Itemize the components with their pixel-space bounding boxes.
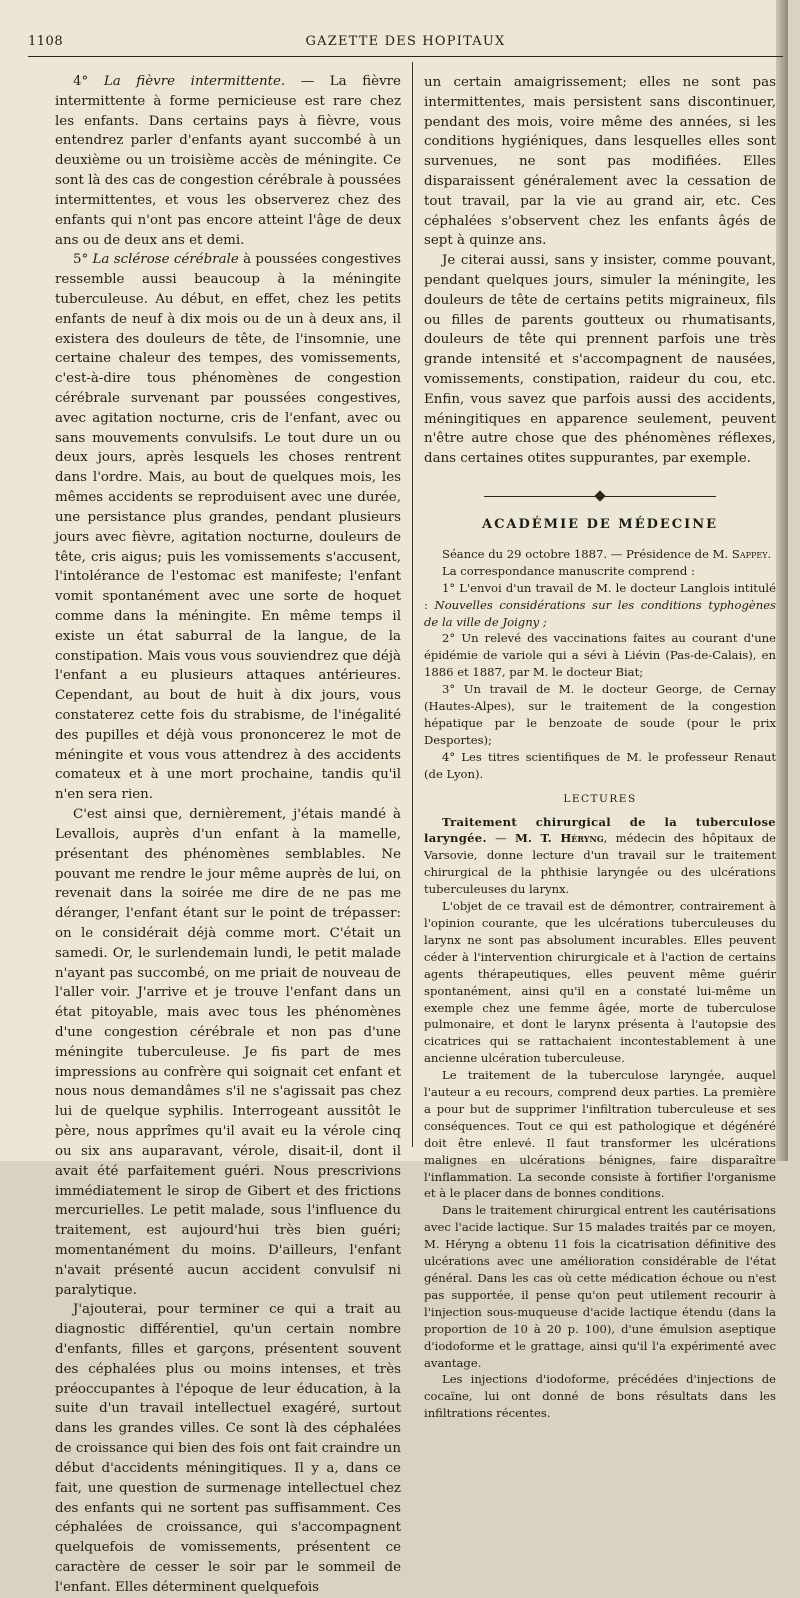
- page-number: 1108: [28, 34, 64, 49]
- item-heading: La fièvre intermittente.: [103, 74, 286, 89]
- session-line: [424, 546, 776, 563]
- paragraph-levallois: C'est ainsi que, dernièrement, j'étais mandé à Levallois, auprès d'un enfant à la mamelle, présentant des phénomènes semblables. Ne pouvant me rendre le jour même auprès de lui, on revenait dans la soirée me dire de ne pas me déranger, l'enfant étant sur le point de trépasser: on le considérait déjà comme mort. C'était un samedi. Or, le surlendemain lundi, le petit malade n'ayant pas succombé, on me priait de nouveau de l'aller voir. J'arrive et je trouve l'enfant dans un état pitoyable, mais avec tous les phénomènes d'une congestion cérébrale et non pas d'une méningite tuberculeuse. Je fis part de mes impressions au confrère qui soignait cet enfant et nous nous demandâmes s'il ne s'agissait pas chez lui de quelque syphilis. Interrogeant aussitôt le père, nous apprîmes qu'il avait eu la vérole cinq ou six ans auparavant, vérole, disait-il, dont il avait été parfaitement guéri. Nous prescrivions immédiatement le sirop de Gibert et des frictions mercurielles. Le petit malade, sous l'influence du traitement, est aujourd'hui très bien guéri; momentanément du moins. D'ailleurs, l'enfant n'avait présenté aucun accident convulsif ni paralytique.: [55, 807, 401, 1298]
- right-column: [424, 73, 776, 1422]
- correspondence-item: [424, 681, 776, 749]
- journal-title: GAZETTE DES HOPITAUX: [305, 34, 506, 49]
- article-paragraph: Le traitement de la tuberculose laryngée, auquel l'auteur a eu recours, comprend deux parties. La première a pour but de supprimer l'infiltration tuberculeuse et ses conséquences. Tout ce qui est pathologique et dégénéré doit être enlevé. Il faut transformer les ulcérations malignes en ulcérations bénignes, faire disparaître l'inflammation. La seconde consiste à fortifier l'organisme et à le placer dans de bonnes conditions.: [424, 1068, 776, 1201]
- lectures-heading: LECTURES: [563, 792, 637, 805]
- page-header: [28, 32, 783, 54]
- item-text: Les titres scientifiques de M. le professeur Renaut (de Lyon).: [424, 749, 777, 781]
- item-text: Un travail de M. le docteur George, de Cernay (Hautes-Alpes), sur le traitement de la congestion hépatique par le benzoate de soude (pour le prix Desportes);: [424, 682, 776, 747]
- article-lead: [424, 814, 776, 899]
- left-column: [55, 72, 401, 1598]
- session-end: .: [767, 546, 772, 561]
- item-heading: La sclérose cérébrale: [92, 252, 239, 268]
- academy-heading: ACADÉMIE DE MÉDECINE: [481, 516, 718, 532]
- item-number: 1°: [442, 580, 456, 595]
- section-separator: [424, 485, 776, 509]
- item-text: L'envoi d'un travail de M. le docteur Langlois intitulé :: [424, 580, 776, 612]
- paragraph-cephalees: J'ajouterai, pour terminer ce qui a trait au diagnostic différentiel, qu'un certain nombre d'enfants, filles et garçons, présentent souvent des céphalées plus ou moins intenses, et très préoccupantes à l'époque de leur éducation, à la suite d'un travail intellectuel exagéré, surtout dans les grandes villes. Ce sont là des céphalées de croissance qui bien des fois ont fait craindre un début d'accidents méningitiques. Il y a, dans ce fait, une question de surmenage intellectuel chez des enfants qui ne sortent pas suffisamment. Ces céphalées de croissance, qui s'accompagnent quelquefois de vomissements, présentent ce caractère de cesser le soir par le sommeil de l'enfant. Elles déterminent quelquefois: [55, 1302, 401, 1595]
- session-text: Séance du 29 octobre 1887. — Présidence de M.: [442, 546, 732, 561]
- separator-ornament: [594, 490, 605, 501]
- paragraph-continuation: un certain amaigrissement; elles ne sont pas intermittentes, mais persistent sans discontinuer, pendant des mois, voire même des années, si les conditions hygiéniques, dans lesquelles elles sont survenues, ne sont pas modifiées. Elles disparaissent généralement avec la cessation de tout travail, par la vie au grand air, etc. Ces céphalées s'observent chez les enfants âgés de sept à quinze ans.: [424, 75, 776, 249]
- item-number: 4°: [442, 749, 456, 764]
- paragraph-sclerose: [55, 250, 401, 805]
- correspondence-intro: La correspondance manuscrite comprend :: [442, 563, 695, 578]
- paragraph-fievre: [55, 72, 401, 250]
- header-rule: [28, 56, 783, 57]
- item-number: 2°: [442, 631, 456, 646]
- article-paragraph: L'objet de ce travail est de démontrer, contrairement à l'opinion courante, que les ulcérations tuberculeuses du larynx ne sont pas absolument incurables. Elles peuvent céder à l'intervention chirurgicale et à l'action de certains agents thérapeutiques, elles peuvent même guérir spontanément, ainsi qu'il en a constaté lui-même un exemple chez une femme âgée, morte de tuberculose pulmonaire, et dont le larynx présenta à l'autopsie des cicatrices qui se rattachaient incontestablement à une ancienne ulcération tuberculeuse.: [424, 899, 776, 1066]
- item-text: Un relevé des vaccinations faites au courant d'une épidémie de variole qui a sévi à Liévin (Pas-de-Calais), en 1886 et 1887, par M. le docteur Biat;: [424, 631, 776, 680]
- article-lead-text: , médecin des hôpitaux de Varsovie, donne lecture d'un travail sur le traitement chirurgical de la phthisie laryngée ou des ulcérations tuberculeuses du larynx.: [424, 831, 777, 897]
- correspondence-item: [424, 749, 776, 783]
- president-name: Sappey: [731, 546, 768, 561]
- paragraph-text: à poussées congestives ressemble aussi beaucoup à la méningite tuberculeuse. Au début, en effet, chez les petits enfants de neuf à dix mois ou de un à deux ans, il existera des douleurs de tête, de l'insomnie, une certaine chaleur des tempes, des vomissements, c'est-à-dire tous phénomènes de congestion cérébrale survenant par poussées congestives, avec agitation nocturne, cris de l'enfant, avec ou sans mouvements convulsifs. Le tout dure un ou deux jours, après lesquels les choses rentrent dans l'ordre. Mais, au bout de quelques mois, les mêmes accidents se reproduisent avec une durée, une persistance plus grandes, pendant plusieurs jours avec fièvre, agitation nocturne, douleurs de tête, cris aigus; puis les vomissements s'accusent, l'intolérance de l'estomac est manifeste; l'enfant vomit spontanément avec une sorte de hoquet comme dans la méningite. En même temps il existe un état saburral de la langue, de la constipation. Mais vous vous souviendrez que déjà l'enfant a eu plusieurs attaques antérieures. Cependant, au bout de huit à dix jours, vous constaterez cette fois du strabisme, de l'inégalité des pupilles et déjà vous prononcerez le mot de méningite et vous vous attendrez à des accidents comateux et à une mort prochaine, tandis qu'il n'en sera rien.: [55, 252, 401, 803]
- paragraph-text: — La fièvre intermittente à forme pernicieuse est rare chez les enfants. Dans certains pays à fièvre, vous entendrez parler d'enfants ayant succombé à un deuxième ou un troisième accès de méningite. Ce sont là des cas de congestion cérébrale à poussées intermittentes, et vous les observerez chez des enfants qui n'ont pas encore atteint l'âge de deux ans ou de deux ans et demi.: [55, 74, 401, 248]
- page-edge-shadow: [776, 0, 788, 1161]
- item-number: 4°: [73, 74, 89, 89]
- article-paragraph: Les injections d'iodoforme, précédées d'injections de cocaïne, lui ont donné de bons résultats dans les infiltrations récentes.: [424, 1372, 776, 1421]
- article-dash: —: [486, 831, 515, 846]
- item-number: 5°: [73, 252, 89, 268]
- article-author: M. T. Héryng: [515, 831, 604, 846]
- column-divider: [412, 62, 413, 1147]
- correspondence-item: [424, 580, 776, 631]
- article-title: Traitement chirurgical de la tuberculose laryngée.: [424, 814, 776, 846]
- item-number: 3°: [442, 682, 456, 697]
- correspondence-item: [424, 630, 776, 681]
- academy-section: [424, 546, 776, 1422]
- paragraph-migraine: Je citerai aussi, sans y insister, comme pouvant, pendant quelques jours, simuler la méningite, les douleurs de tête de certains petits migraineux, fils ou filles de parents goutteux ou rhumatisants, douleurs de tête qui prennent parfois une très grande intensité et s'accompagnent de nausées, vomissements, constipation, raideur du cou, etc. Enfin, vous savez que parfois aussi des accidents, méningitiques en apparence seulement, peuvent n'être autre chose que des phénomènes réflexes, dans certaines otites suppurantes, par exemple.: [424, 253, 776, 467]
- article-paragraph: Dans le traitement chirurgical entrent les cautérisations avec l'acide lactique. Sur 15 malades traités par ce moyen, M. Héryng a obtenu 11 fois la cicatrisation définitive des ulcérations avec une amélioration considérable de l'état général. Dans les cas où cette médication échoue ou n'est pas supportée, il pense qu'on peut utilement recourir à l'injection sous-muqueuse d'acide lactique étendu (dans la proportion de 10 à 20 p. 100), d'une émulsion aseptique d'iodoforme et le grattage, ainsi qu'il l'a expérimenté avec avantage.: [424, 1203, 776, 1370]
- item-title: Nouvelles considérations sur les conditions typhogènes de la ville de Joigny ;: [424, 597, 777, 629]
